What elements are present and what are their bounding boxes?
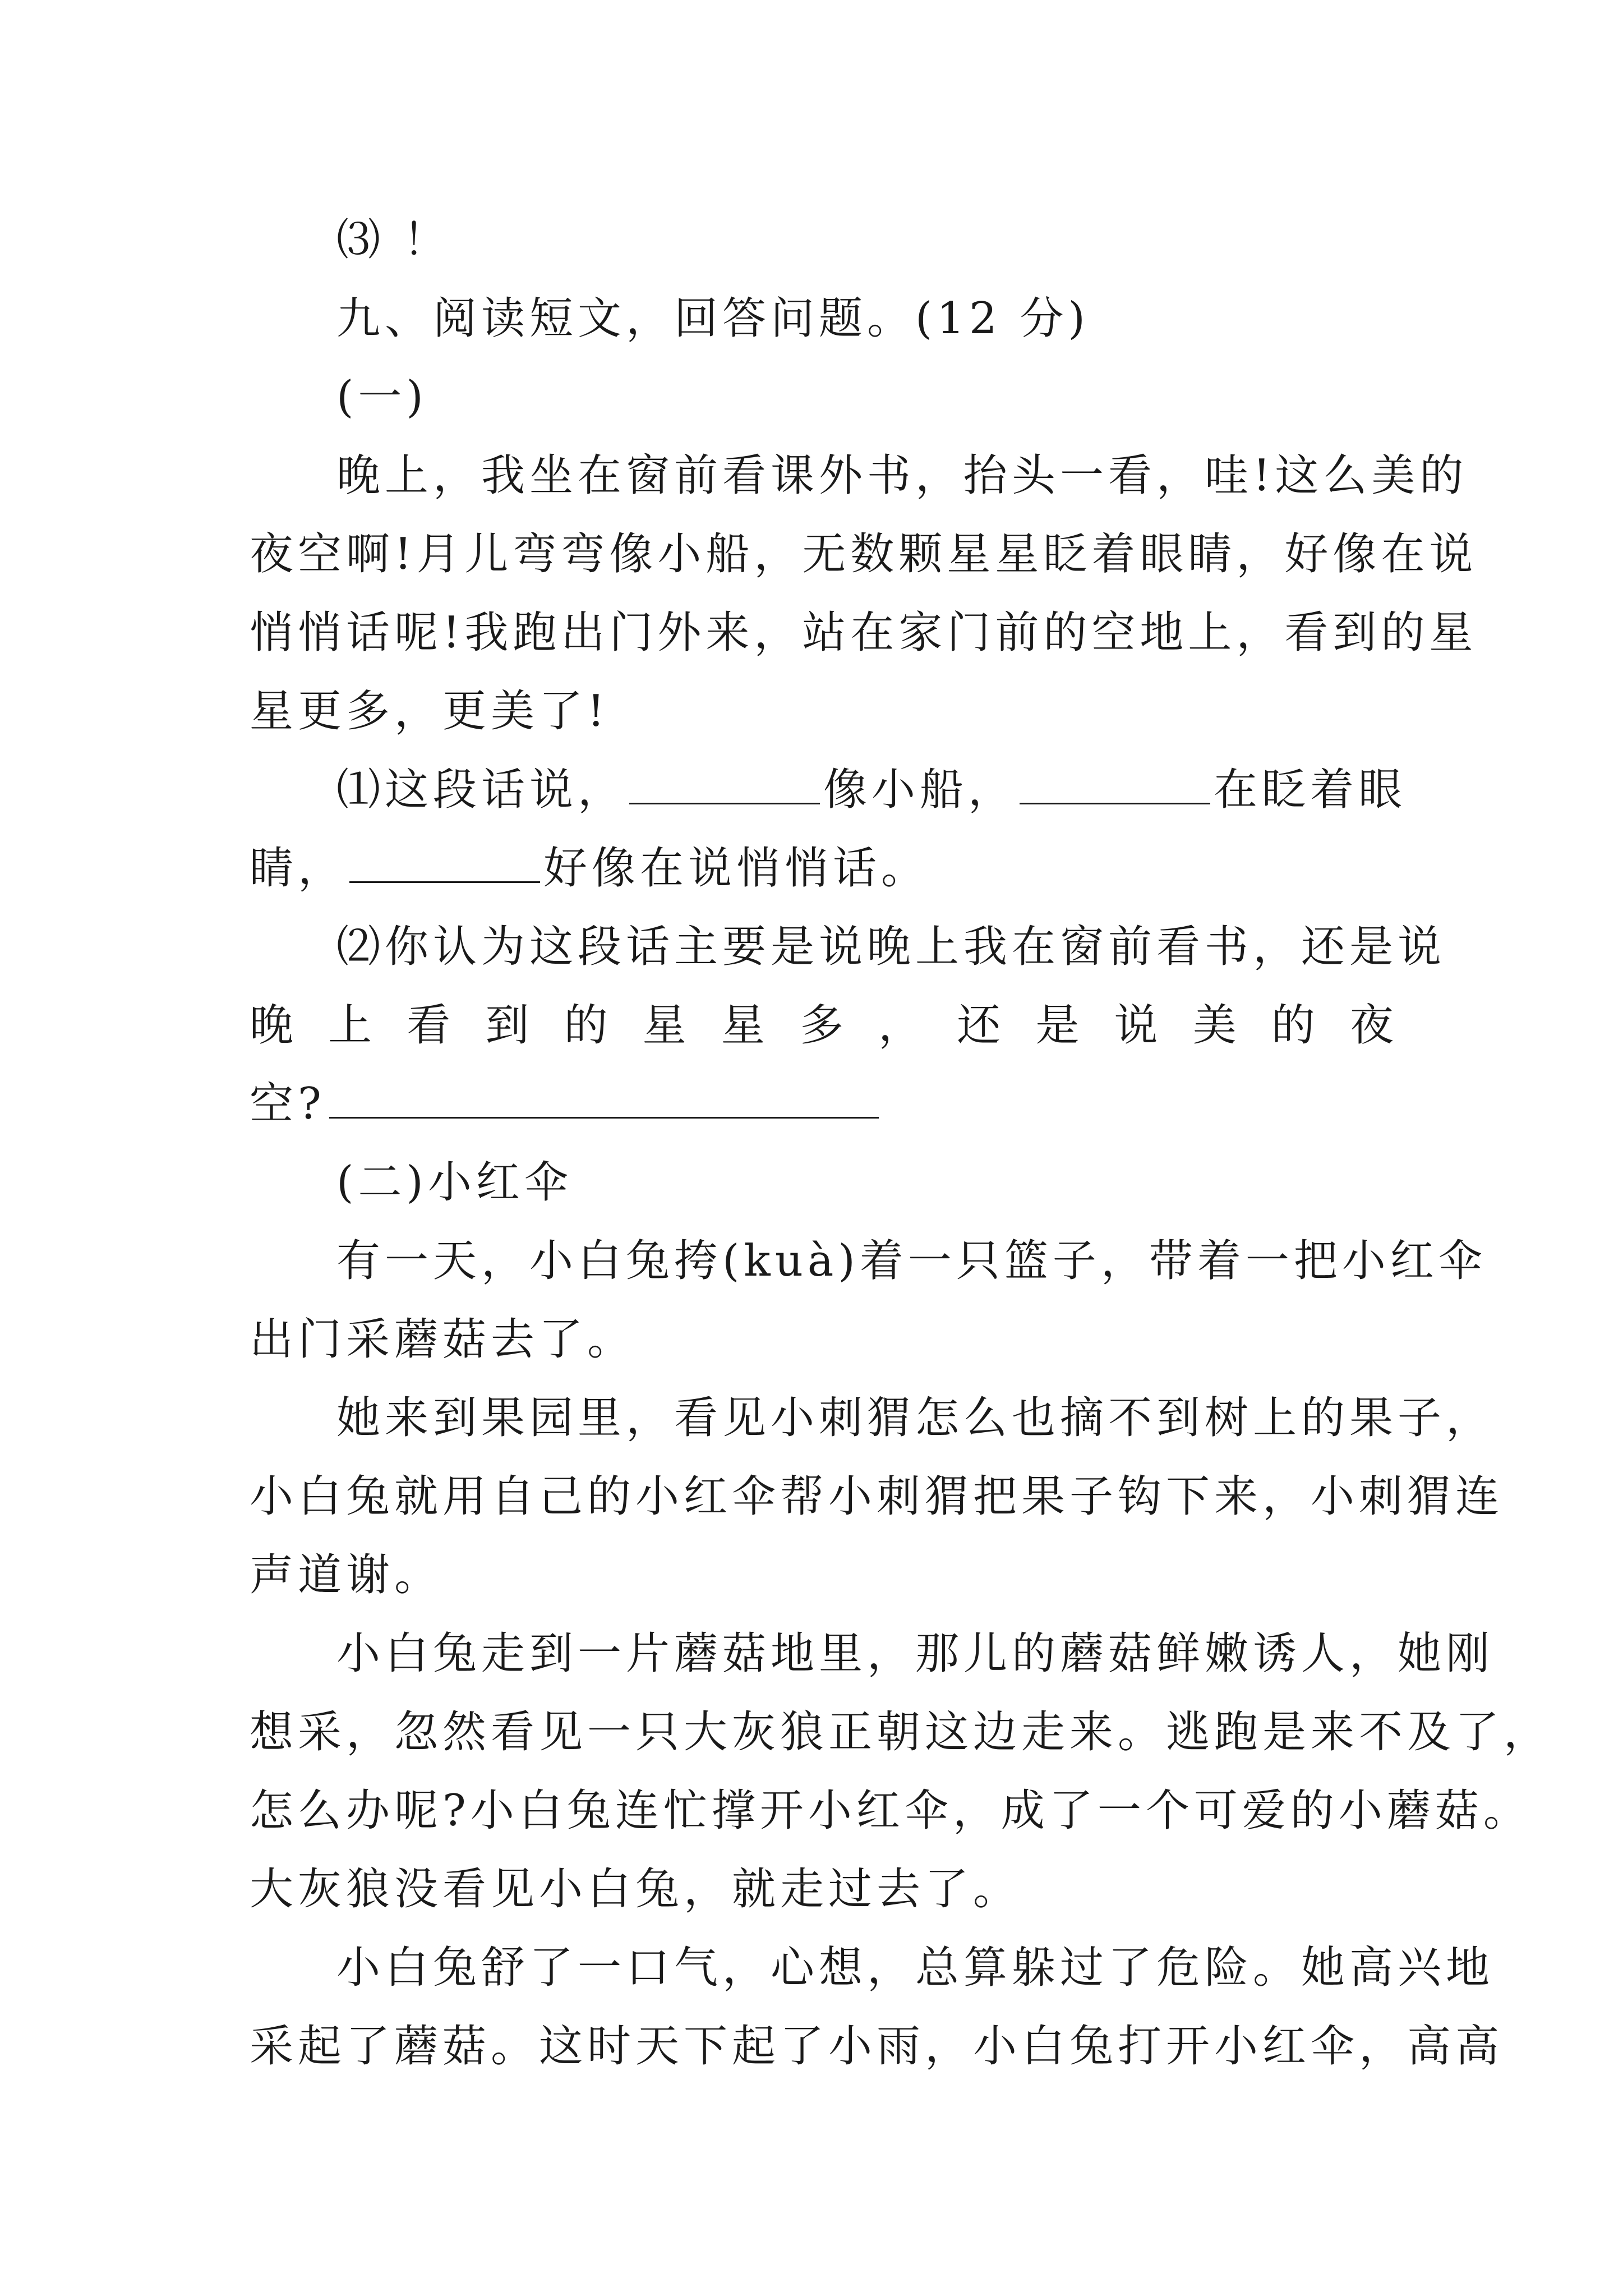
passage-two-line: 声道谢。 [250, 1550, 443, 1600]
char: 美 [1192, 1000, 1237, 1051]
char: 看 [407, 1000, 451, 1051]
passage-two-line: 小白兔就用自己的小红伞帮小刺猬把果子钩下来，小刺猬连 [250, 1471, 1504, 1522]
answer-blank[interactable] [329, 1076, 879, 1119]
passage-two-line: 怎么办呢?小白兔连忙撑开小红伞，成了一个可爱的小蘑菇。 [250, 1786, 1532, 1836]
char: 还 [957, 1000, 1001, 1051]
question-1-text-b: 像小船， [823, 765, 1017, 815]
question-1-text-d: 睛， [250, 843, 347, 894]
question-2-answer [250, 1076, 1394, 1132]
char: 的 [564, 1000, 608, 1051]
passage-one-line: 晚上，我坐在窗前看课外书，抬头一看，哇!这么美的 [336, 450, 1468, 501]
question-1-text-a: ⑴这段话说， [336, 765, 626, 815]
passage-two-line: 小白兔走到一片蘑菇地里，那儿的蘑菇鲜嫩诱人，她刚 [336, 1628, 1495, 1679]
char: 星 [642, 1000, 686, 1051]
item-3-exclaim: ⑶ ！ [336, 215, 451, 265]
part-one-label: (一) [336, 372, 428, 422]
part-two-title: (二)小红伞 [336, 1157, 573, 1208]
answer-blank[interactable] [629, 762, 820, 804]
passage-two-line: 她来到果园里，看见小刺猬怎么也摘不到树上的果子， [336, 1393, 1495, 1443]
question-2-text: 空? [250, 1079, 326, 1129]
passage-two-line: 大灰狼没看见小白兔，就走过去了。 [250, 1864, 1022, 1915]
passage-two-line: 想采，忽然看见一只大灰狼正朝这边走来。逃跑是来不及了， [250, 1707, 1552, 1757]
char: 的 [1271, 1000, 1315, 1051]
passage-two-line: 采起了蘑菇。这时天下起了小雨，小白兔打开小红伞，高高 [250, 2021, 1504, 2072]
char: 说 [1114, 1000, 1158, 1051]
question-1-text-e: 好像在说悄悄话。 [543, 843, 930, 894]
passage-two-line: 小白兔舒了一口气，心想，总算躲过了危险。她高兴地 [336, 1943, 1495, 1993]
char: 上 [328, 1000, 372, 1051]
char: 星 [721, 1000, 765, 1051]
char: 多 [799, 1000, 843, 1051]
char: 夜 [1349, 1000, 1394, 1051]
char: 晚 [250, 1000, 294, 1051]
passage-two-line: 出门采蘑菇去了。 [250, 1314, 636, 1365]
passage-one-line: 悄悄话呢!我跑出门外来，站在家门前的空地上，看到的星 [250, 608, 1478, 658]
question-1 [336, 762, 1407, 818]
answer-blank[interactable] [349, 841, 540, 883]
char: 是 [1035, 1000, 1080, 1051]
question-1-text-c: 在眨着眼 [1214, 765, 1407, 815]
question-2-justified-line [250, 997, 1394, 1053]
passage-one-line: 星更多，更美了! [250, 686, 610, 737]
question-1-cont [250, 840, 1394, 896]
section-9-heading: 九、阅读短文，回答问题。(12 分) [336, 293, 1090, 344]
answer-blank[interactable] [1020, 762, 1210, 804]
question-2: ⑵你认为这段话主要是说晚上我在窗前看书，还是说 [336, 922, 1446, 972]
char: 到 [485, 1000, 529, 1051]
char: ， [878, 1000, 923, 1051]
passage-two-line: 有一天，小白兔挎(kuà)着一只篮子，带着一把小红伞 [336, 1236, 1487, 1286]
passage-one-line: 夜空啊!月儿弯弯像小船，无数颗星星眨着眼睛，好像在说 [250, 529, 1478, 579]
